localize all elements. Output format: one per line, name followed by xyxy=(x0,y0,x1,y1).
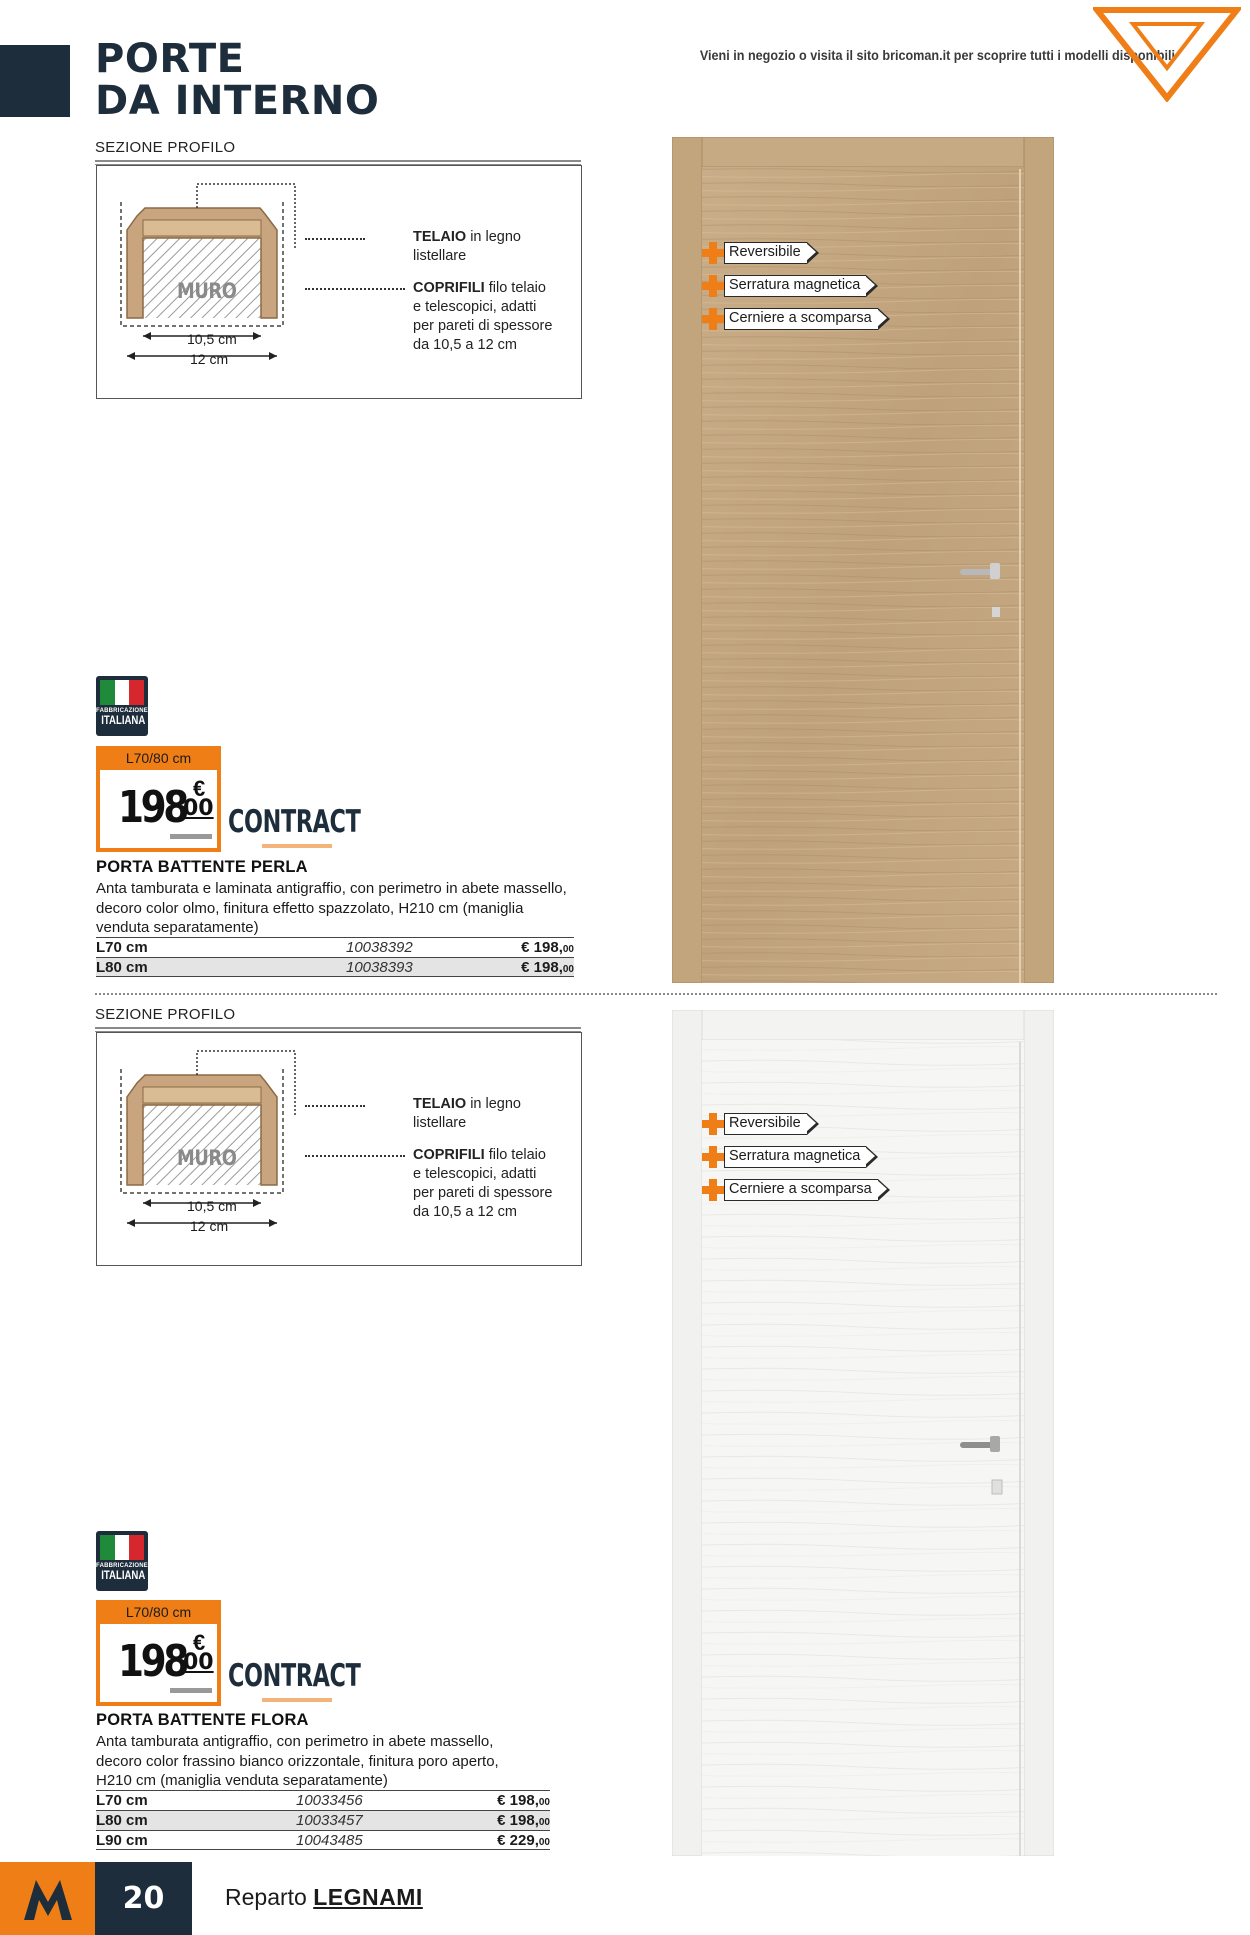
plus-icon xyxy=(700,306,726,332)
door-frame-section-icon xyxy=(115,178,305,378)
department-label: Reparto LEGNAMI xyxy=(225,1884,423,1910)
italian-flag-icon xyxy=(100,1535,144,1560)
feature-reversible: Reversibile xyxy=(700,240,878,266)
section-label: SEZIONE PROFILO xyxy=(95,139,236,156)
coprifili-text: COPRIFILI filo telaio e telescopici, adatti per pareti di spessore da 10,5 a 12 cm xyxy=(413,280,553,353)
divider xyxy=(95,160,581,162)
divider xyxy=(95,1027,581,1029)
table-row: L90 cm 10043485 € 229,00 xyxy=(96,1832,550,1849)
dim-outer: 12 cm xyxy=(190,1218,229,1234)
section-divider xyxy=(95,993,1217,995)
price-table xyxy=(96,1790,550,1850)
wall-label: MURO xyxy=(177,1146,237,1170)
brand-logo xyxy=(0,1862,95,1935)
dim-inner: 10,5 cm xyxy=(187,1198,237,1214)
telaio-text: TELAIO in legno listellare xyxy=(413,1096,521,1131)
feature-hidden-hinges: Cerniere a scomparsa xyxy=(700,306,878,332)
product-description: Anta tamburata e laminata antigraffio, con perimetro in abete massello, decoro color olmo, finitura effetto spazzolato, H210 cm (maniglia venduta separatamente) xyxy=(96,880,567,936)
dim-inner: 10,5 cm xyxy=(187,331,237,347)
plus-icon xyxy=(700,1144,726,1170)
leader-line xyxy=(305,238,365,240)
product-description: Anta tamburata antigraffio, con perimetro in abete massello, decoro color frassino bianco orizzontale, finitura poro aperto, H210 cm (maniglia venduta separatamente) xyxy=(96,1733,499,1789)
feature-reversible: Reversibile xyxy=(700,1111,878,1137)
price-table xyxy=(96,937,574,977)
table-row: L80 cm 10033457 € 198,00 xyxy=(96,1812,550,1829)
plus-icon xyxy=(700,1111,726,1137)
italian-made-badge: FABBRICAZIONE ITALIANA xyxy=(96,676,148,736)
header-tagline: Vieni in negozio o visita il sito bricoman.it per scoprire tutti i modelli disponibili xyxy=(699,47,1175,63)
plus-icon xyxy=(700,240,726,266)
triangle-logo-icon xyxy=(1093,6,1241,102)
wall-label: MURO xyxy=(177,279,237,303)
brand-contract: CONTRACT xyxy=(228,1658,361,1694)
product-title: PORTA BATTENTE FLORA xyxy=(96,1711,309,1729)
page-title: PORTE DA INTERNO xyxy=(95,36,380,124)
table-row: L70 cm 10033456 € 198,00 xyxy=(96,1792,550,1809)
feature-hidden-hinges: Cerniere a scomparsa xyxy=(700,1177,878,1203)
leader-line xyxy=(305,1155,405,1157)
leader-line xyxy=(305,1105,365,1107)
price-tag: L70/80 cm 198 € 00 xyxy=(96,1600,221,1706)
italian-made-badge: FABBRICAZIONE ITALIANA xyxy=(96,1531,148,1591)
features-list xyxy=(700,1111,878,1203)
product-title: PORTA BATTENTE PERLA xyxy=(96,858,308,876)
leader-line xyxy=(305,288,405,290)
telaio-text: TELAIO in legno listellare xyxy=(413,229,521,264)
page-number: 20 xyxy=(95,1862,192,1935)
door-frame-section-icon xyxy=(115,1045,305,1245)
plus-icon xyxy=(700,1177,726,1203)
feature-magnetic-lock: Serratura magnetica xyxy=(700,1144,878,1170)
brand-underline xyxy=(262,844,332,848)
bricoman-m-icon xyxy=(0,1862,95,1935)
table-row: L80 cm 10038393 € 198,00 xyxy=(96,959,574,976)
profile-diagram xyxy=(96,1032,582,1266)
feature-magnetic-lock: Serratura magnetica xyxy=(700,273,878,299)
profile-diagram xyxy=(96,165,582,399)
brand-contract: CONTRACT xyxy=(228,804,361,840)
section-label: SEZIONE PROFILO xyxy=(95,1006,236,1023)
coprifili-text: COPRIFILI filo telaio e telescopici, adatti per pareti di spessore da 10,5 a 12 cm xyxy=(413,1147,553,1220)
price-tag: L70/80 cm 198 € 00 xyxy=(96,746,221,852)
features-list xyxy=(700,240,878,332)
header-accent-block xyxy=(0,45,70,117)
italian-flag-icon xyxy=(100,680,144,705)
dim-outer: 12 cm xyxy=(190,351,229,367)
table-row: L70 cm 10038392 € 198,00 xyxy=(96,939,574,956)
brand-underline xyxy=(262,1698,332,1702)
plus-icon xyxy=(700,273,726,299)
